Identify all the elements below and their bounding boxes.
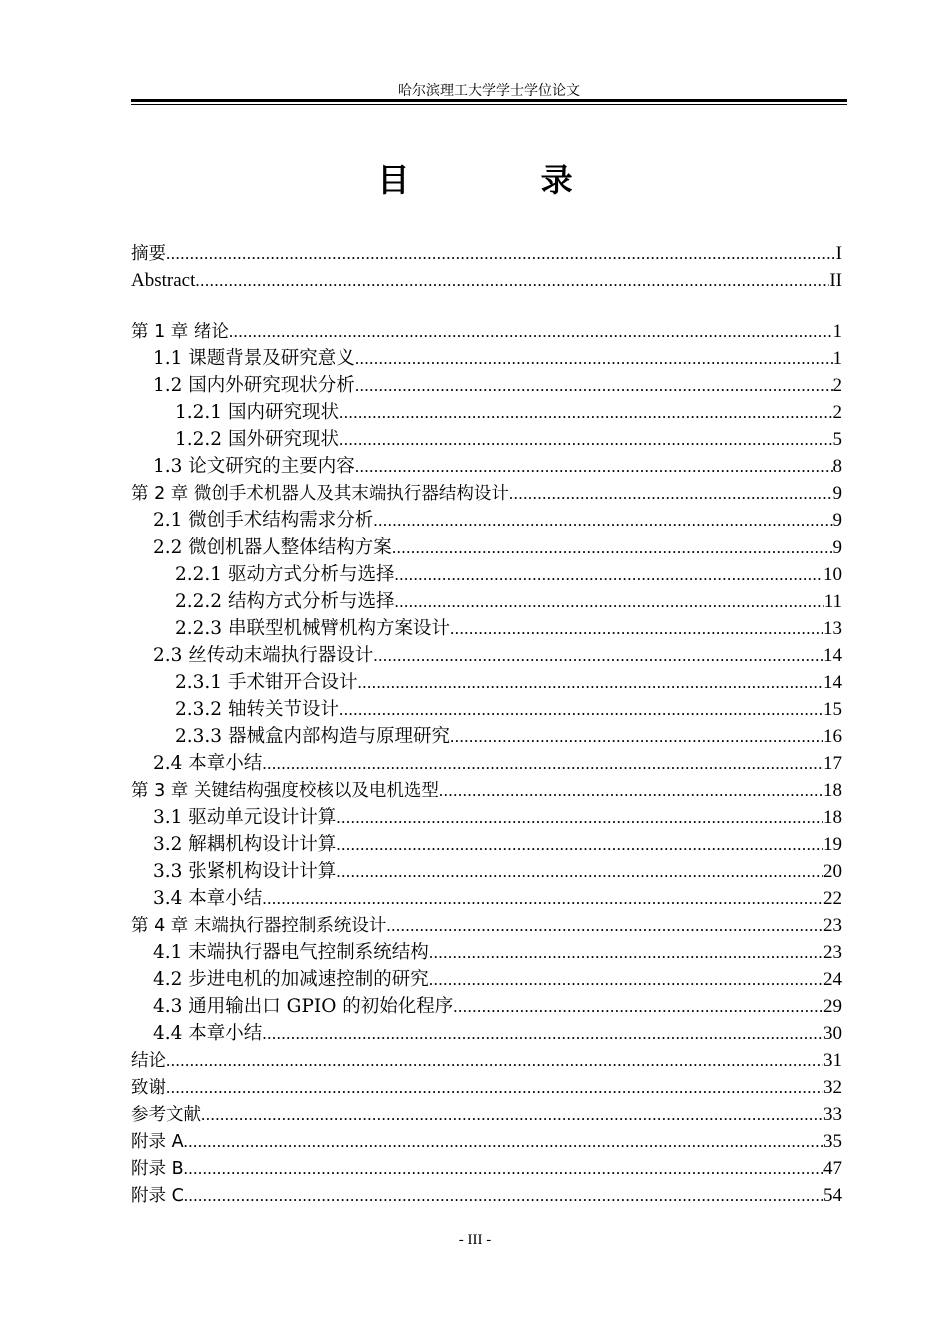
toc-entry[interactable] bbox=[131, 1155, 842, 1182]
toc-entry-label: 1.1 课题背景及研究意义 bbox=[153, 348, 355, 369]
toc-leader-dots bbox=[184, 1182, 823, 1209]
toc-leader-dots bbox=[357, 669, 823, 696]
toc-entry-page: 11 bbox=[823, 591, 842, 612]
toc-entry-label: 第 3 章 关键结构强度校核以及电机选型 bbox=[131, 781, 439, 801]
toc-entry-label: 摘要 bbox=[131, 244, 166, 264]
toc-leader-dots bbox=[339, 696, 823, 723]
toc-entry-page: 13 bbox=[823, 618, 842, 639]
toc-entry[interactable] bbox=[131, 345, 842, 372]
toc-entry[interactable] bbox=[131, 642, 842, 669]
toc-entry[interactable] bbox=[131, 696, 842, 723]
toc-leader-dots bbox=[262, 885, 823, 912]
toc-leader-dots bbox=[339, 426, 833, 453]
toc-entry-label: 2.3 丝传动末端执行器设计 bbox=[153, 645, 374, 666]
toc-leader-dots bbox=[450, 723, 823, 750]
toc-entry-page: 2 bbox=[832, 402, 842, 423]
toc-entry[interactable] bbox=[131, 399, 842, 426]
toc-leader-dots bbox=[184, 1155, 823, 1182]
toc-entry[interactable] bbox=[131, 1047, 842, 1074]
toc-entry-label: 1.2.2 国外研究现状 bbox=[175, 429, 339, 450]
toc-entry-label: 2.2.2 结构方式分析与选择 bbox=[175, 591, 395, 612]
toc-entry-label: 2.3.1 手术钳开合设计 bbox=[175, 672, 358, 693]
toc-entry[interactable] bbox=[131, 480, 842, 507]
toc-entry-page: 14 bbox=[823, 672, 842, 693]
toc-leader-dots bbox=[336, 831, 823, 858]
toc-entry[interactable] bbox=[131, 777, 842, 804]
toc-leader-dots bbox=[509, 480, 833, 507]
toc-leader-dots bbox=[166, 240, 836, 267]
toc-entry-page: 30 bbox=[823, 1023, 842, 1044]
toc-entry[interactable] bbox=[131, 750, 842, 777]
toc-entry[interactable] bbox=[131, 669, 842, 696]
toc-entry-page: 32 bbox=[823, 1077, 842, 1098]
toc-entry[interactable] bbox=[131, 372, 842, 399]
toc-entry[interactable] bbox=[131, 939, 842, 966]
toc-entry-label: 4.2 步进电机的加减速控制的研究 bbox=[153, 969, 429, 990]
toc-leader-dots bbox=[229, 318, 833, 345]
toc-leader-dots bbox=[262, 1020, 823, 1047]
toc-entry[interactable] bbox=[131, 1182, 842, 1209]
page-title: 目 录 bbox=[377, 161, 633, 199]
toc-entry-page: 8 bbox=[832, 456, 842, 477]
toc-entry-page: 33 bbox=[823, 1104, 842, 1125]
toc-entry[interactable] bbox=[131, 561, 842, 588]
toc-entry-label: 2.2.3 串联型机械臂机构方案设计 bbox=[175, 618, 450, 639]
toc-entry-label: 1.2.1 国内研究现状 bbox=[175, 402, 339, 423]
toc-entry-page: 18 bbox=[823, 807, 842, 828]
toc-entry[interactable] bbox=[131, 1128, 842, 1155]
toc-entry[interactable] bbox=[131, 993, 842, 1020]
toc-entry-label: 4.4 本章小结 bbox=[153, 1023, 263, 1044]
toc-entry[interactable] bbox=[131, 318, 842, 345]
toc-entry-label: Abstract bbox=[131, 270, 196, 291]
toc-leader-dots bbox=[429, 966, 823, 993]
toc-leader-dots bbox=[195, 267, 829, 294]
toc-entry-label: 第 2 章 微创手术机器人及其末端执行器结构设计 bbox=[131, 484, 509, 504]
toc-leader-dots bbox=[166, 1047, 823, 1074]
toc-entry[interactable] bbox=[131, 1020, 842, 1047]
toc-entry-label: 第 1 章 绪论 bbox=[131, 322, 229, 342]
toc-leader-dots bbox=[386, 912, 823, 939]
toc-leader-dots bbox=[373, 507, 832, 534]
toc-entry-page: 54 bbox=[823, 1185, 842, 1206]
toc-entry-page: 47 bbox=[823, 1158, 842, 1179]
toc-leader-dots bbox=[166, 1074, 823, 1101]
toc-entry[interactable] bbox=[131, 858, 842, 885]
toc-entry-label: 4.1 末端执行器电气控制系统结构 bbox=[153, 942, 429, 963]
toc-entry-page: 14 bbox=[823, 645, 842, 666]
toc-entry[interactable] bbox=[131, 426, 842, 453]
toc-entry-label: 4.3 通用输出口 GPIO 的初始化程序 bbox=[153, 996, 454, 1017]
toc-entry-label: 3.2 解耦机构设计计算 bbox=[153, 834, 337, 855]
toc-entry-page: 18 bbox=[823, 780, 842, 801]
toc-entry-page: 24 bbox=[823, 969, 842, 990]
toc-leader-dots bbox=[201, 1101, 823, 1128]
toc-entry-page: 22 bbox=[823, 888, 842, 909]
toc-leader-dots bbox=[355, 345, 833, 372]
toc-entry[interactable] bbox=[131, 240, 842, 267]
toc-entry[interactable] bbox=[131, 534, 842, 561]
toc-entry-label: 附录 A bbox=[131, 1132, 184, 1152]
toc-leader-dots bbox=[355, 372, 833, 399]
toc-entry-page: 5 bbox=[832, 429, 842, 450]
table-of-contents bbox=[131, 240, 842, 1209]
toc-entry[interactable] bbox=[131, 588, 842, 615]
toc-leader-dots bbox=[392, 534, 833, 561]
toc-leader-dots bbox=[336, 804, 823, 831]
toc-entry[interactable] bbox=[131, 615, 842, 642]
header-rule-thin bbox=[131, 104, 847, 105]
running-header: 哈尔滨理工大学学士学位论文 bbox=[398, 83, 580, 99]
toc-entry-page: I bbox=[835, 243, 842, 264]
toc-entry-page: 9 bbox=[832, 510, 842, 531]
toc-leader-dots bbox=[355, 453, 833, 480]
toc-entry-page: 2 bbox=[832, 375, 842, 396]
toc-entry-label: 3.1 驱动单元设计计算 bbox=[153, 807, 337, 828]
toc-entry-label: 结论 bbox=[131, 1051, 166, 1071]
toc-leader-dots bbox=[439, 777, 823, 804]
toc-leader-dots bbox=[453, 993, 823, 1020]
toc-entry[interactable] bbox=[131, 885, 842, 912]
toc-entry-page: 23 bbox=[823, 942, 842, 963]
toc-entry-label: 3.3 张紧机构设计计算 bbox=[153, 861, 337, 882]
toc-leader-dots bbox=[184, 1128, 823, 1155]
toc-leader-dots bbox=[336, 858, 823, 885]
toc-entry-page: 10 bbox=[823, 564, 842, 585]
toc-entry-label: 3.4 本章小结 bbox=[153, 888, 263, 909]
toc-entry[interactable] bbox=[131, 507, 842, 534]
toc-entry-label: 1.2 国内外研究现状分析 bbox=[153, 375, 355, 396]
toc-entry-label: 2.2 微创机器人整体结构方案 bbox=[153, 537, 392, 558]
toc-entry-label: 致谢 bbox=[131, 1078, 166, 1098]
toc-entry-page: 9 bbox=[832, 537, 842, 558]
toc-entry-label: 第 4 章 末端执行器控制系统设计 bbox=[131, 916, 387, 936]
toc-leader-dots bbox=[429, 939, 823, 966]
toc-entry[interactable] bbox=[131, 804, 842, 831]
toc-entry-page: II bbox=[829, 270, 842, 291]
toc-entry[interactable] bbox=[131, 723, 842, 750]
toc-entry[interactable] bbox=[131, 1074, 842, 1101]
toc-entry-page: 9 bbox=[832, 483, 842, 504]
toc-entry[interactable] bbox=[131, 912, 842, 939]
toc-leader-dots bbox=[262, 750, 823, 777]
toc-entry-page: 35 bbox=[823, 1131, 842, 1152]
toc-entry-label: 附录 B bbox=[131, 1159, 184, 1179]
toc-entry-page: 17 bbox=[823, 753, 842, 774]
toc-entry-label: 2.3.2 轴转关节设计 bbox=[175, 699, 339, 720]
toc-entry-label: 2.3.3 器械盒内部构造与原理研究 bbox=[175, 726, 450, 747]
toc-entry[interactable] bbox=[131, 267, 842, 294]
toc-entry[interactable] bbox=[131, 966, 842, 993]
toc-entry[interactable] bbox=[131, 1101, 842, 1128]
toc-entry-label: 2.2.1 驱动方式分析与选择 bbox=[175, 564, 395, 585]
toc-leader-dots bbox=[373, 642, 823, 669]
toc-entry[interactable] bbox=[131, 831, 842, 858]
header-rule-thick bbox=[131, 99, 847, 102]
toc-entry-page: 29 bbox=[823, 996, 842, 1017]
toc-entry-label: 参考文献 bbox=[131, 1105, 201, 1125]
toc-entry-label: 附录 C bbox=[131, 1186, 184, 1206]
toc-leader-dots bbox=[450, 615, 823, 642]
toc-entry-page: 20 bbox=[823, 861, 842, 882]
toc-entry-page: 1 bbox=[832, 321, 842, 342]
toc-entry-page: 16 bbox=[823, 726, 842, 747]
toc-entry-page: 15 bbox=[823, 699, 842, 720]
toc-entry-page: 31 bbox=[823, 1050, 842, 1071]
toc-entry-label: 2.1 微创手术结构需求分析 bbox=[153, 510, 374, 531]
toc-entry-label: 1.3 论文研究的主要内容 bbox=[153, 456, 355, 477]
toc-entry-page: 1 bbox=[832, 348, 842, 369]
toc-entry-label: 2.4 本章小结 bbox=[153, 753, 263, 774]
toc-entry-page: 23 bbox=[823, 915, 842, 936]
toc-leader-dots bbox=[394, 561, 823, 588]
toc-leader-dots bbox=[339, 399, 833, 426]
toc-entry-page: 19 bbox=[823, 834, 842, 855]
toc-entry[interactable] bbox=[131, 453, 842, 480]
page-number: - III - bbox=[458, 1232, 492, 1248]
toc-leader-dots bbox=[394, 588, 823, 615]
